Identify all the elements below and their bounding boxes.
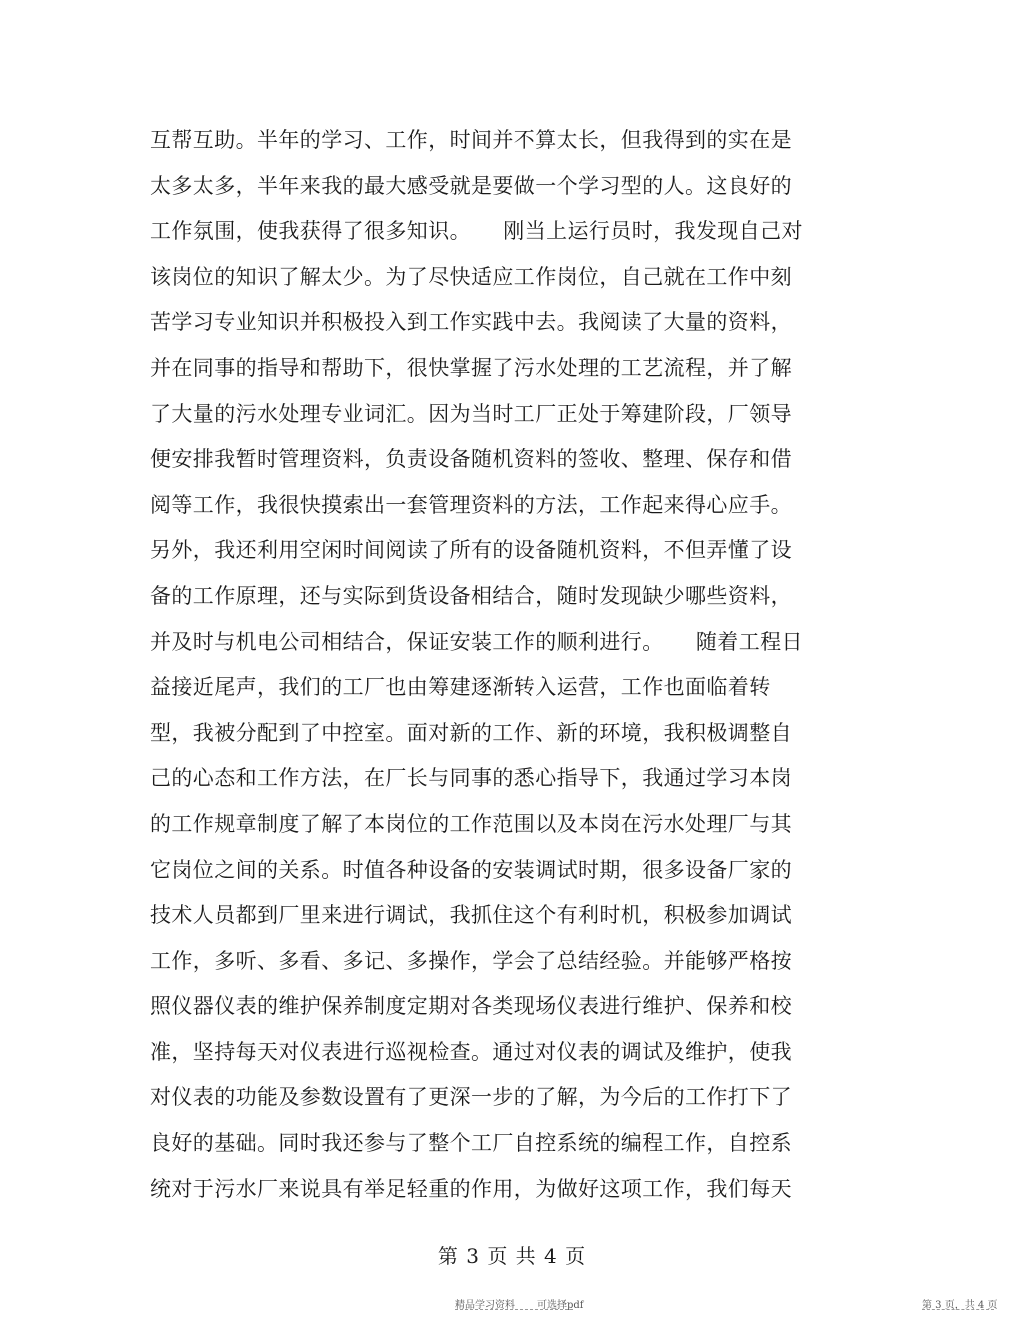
text-line: 太多太多，半年来我的最大感受就是要做一个学习型的人。这良好的 <box>150 173 792 198</box>
footer-right-divider <box>922 1309 994 1310</box>
text-line: 统对于污水厂来说具有举足轻重的作用，为做好这项工作，我们每天 <box>150 1176 792 1201</box>
text-line: 己的心态和工作方法，在厂长与同事的悉心指导下，我通过学习本岗 <box>150 766 792 791</box>
text-line: 该岗位的知识了解太少。为了尽快适应工作岗位，自己就在工作中刻 <box>150 264 792 289</box>
footer-divider <box>455 1309 573 1310</box>
text-line: 并及时与机电公司相结合，保证安装工作的顺利进行。 随着工程日 <box>150 629 803 654</box>
text-line: 工作氛围，使我获得了很多知识。 刚当上运行员时，我发现自己对 <box>150 219 803 244</box>
text-line: 了大量的污水处理专业词汇。因为当时工厂正处于筹建阶段，厂领导 <box>150 401 792 426</box>
text-line: 阅等工作，我很快摸索出一套管理资料的方法，工作起来得心应手。 <box>150 492 792 517</box>
text-line: 备的工作原理，还与实际到货设备相结合，随时发现缺少哪些资料， <box>150 583 792 608</box>
text-line: 另外，我还利用空闲时间阅读了所有的设备随机资料，不但弄懂了设 <box>150 538 792 563</box>
text-line: 苦学习专业知识并积极投入到工作实践中去。我阅读了大量的资料， <box>150 310 792 335</box>
text-line: 并在同事的指导和帮助下，很快掌握了污水处理的工艺流程，并了解 <box>150 355 792 380</box>
text-line: 准，坚持每天对仪表进行巡视检查。通过对仪表的调试及维护，使我 <box>150 1039 792 1064</box>
text-line: 它岗位之间的关系。时值各种设备的安装调试时期，很多设备厂家的 <box>150 857 792 882</box>
footer-label-1: 精品学习资料 <box>455 1300 515 1311</box>
text-line: 型，我被分配到了中控室。面对新的工作、新的环境，我积极调整自 <box>150 720 792 745</box>
text-line: 便安排我暂时管理资料，负责设备随机资料的签收、整理、保存和借 <box>150 447 792 472</box>
body-text <box>150 118 870 1212</box>
page-number: 第 3 页 共 4 页 <box>437 1244 587 1268</box>
text-line: 互帮互助。半年的学习、工作，时间并不算太长，但我得到的实在是 <box>150 128 792 152</box>
text-line: 工作，多听、多看、多记、多操作，学会了总结经验。并能够严格按 <box>150 948 792 973</box>
text-line: 对仪表的功能及参数设置有了更深一步的了解，为今后的工作打下了 <box>150 1085 792 1110</box>
text-line: 照仪器仪表的维护保养制度定期对各类现场仪表进行维护、保养和校 <box>150 994 792 1019</box>
text-line: 益接近尾声，我们的工厂也由筹建逐渐转入运营，工作也面临着转 <box>150 675 771 700</box>
text-line: 良好的基础。同时我还参与了整个工厂自控系统的编程工作，自控系 <box>150 1131 792 1156</box>
text-line: 技术人员都到厂里来进行调试，我抓住这个有利时机，积极参加调试 <box>150 903 792 928</box>
footer-page-count: 第 3 页，共 4 页 <box>922 1300 998 1311</box>
footer-label-2: 可选择pdf <box>537 1300 584 1311</box>
text-line: 的工作规章制度了解了本岗位的工作范围以及本岗在污水处理厂与其 <box>150 811 792 836</box>
